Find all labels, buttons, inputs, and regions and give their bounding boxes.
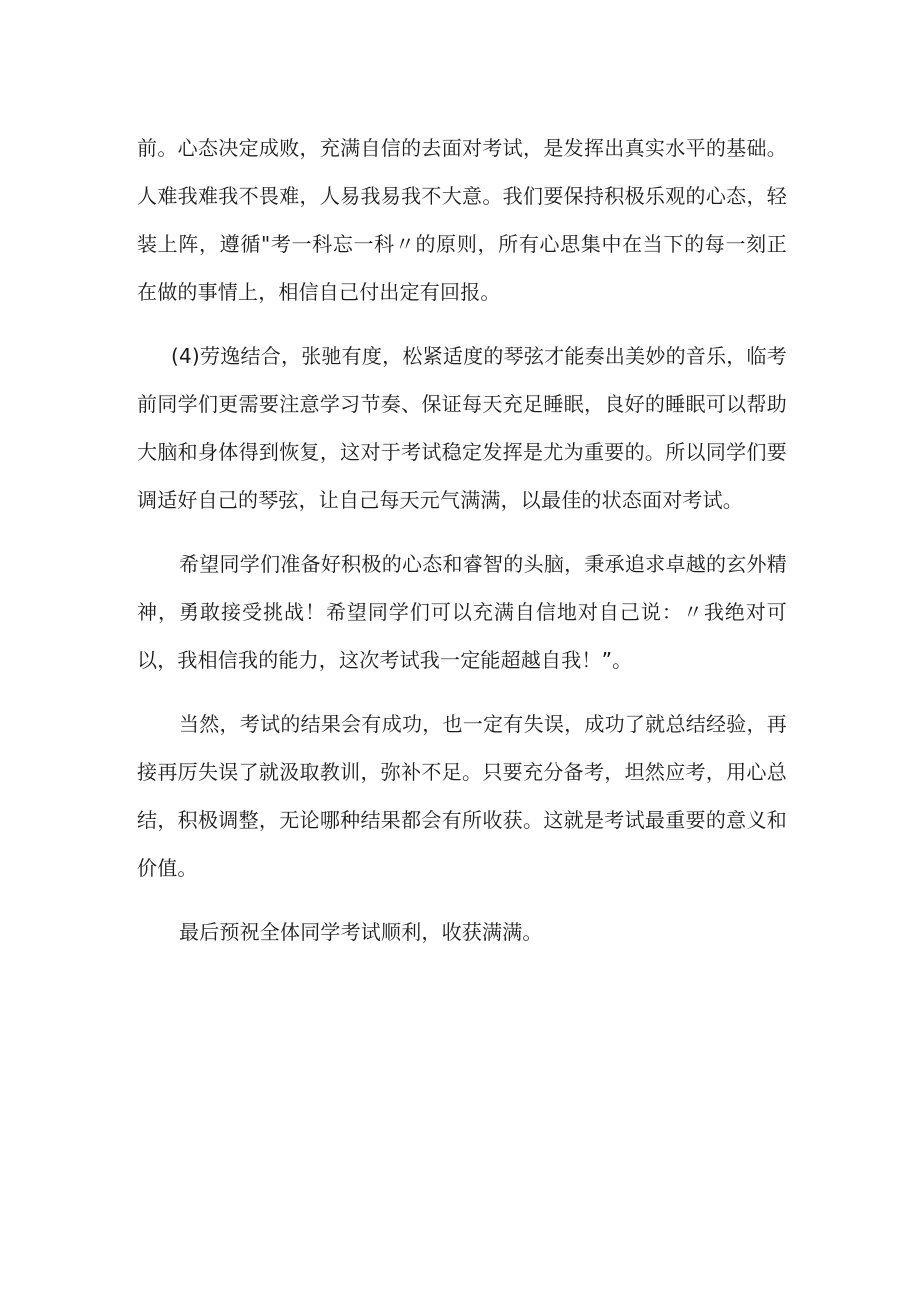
paragraph-item-4: (4)劳逸结合，张驰有度，松紧适度的琴弦才能奏出美妙的音乐，临考前同学们更需要注意学习节奏、保证每天充足睡眠，良好的睡眠可以帮助大脑和身体得到恢复，这对于考试稳定发挥是尤为重要的。所以同学们要调适好自己的琴弦，让自己每天元气满满，以最佳的状态面对考试。 [137, 344, 787, 512]
paragraph-results: 当然，考试的结果会有成功，也一定有失误，成功了就总结经验，再接再厉失误了就汲取教训，弥补不足。只要充分备考，坦然应考，用心总结，积极调整，无论哪种结果都会有所收获。这就是考试最重要的意义和价值。 [137, 712, 787, 880]
paragraph-encouragement: 希望同学们准备好积极的心态和睿智的头脑，秉承追求卓越的玄外精神，勇敢接受挑战！希望同学们可以充满自信地对自己说：〃我绝对可以，我相信我的能力，这次考试我一定能超越自我！”。 [137, 552, 787, 672]
paragraph-continuation: 前。心态决定成败，充满自信的去面对考试，是发挥出真实水平的基础。人难我难我不畏难，人易我易我不大意。我们要保持积极乐观的心态，轻装上阵，遵循"考一科忘一科〃的原则，所有心思集中在当下的每一刻正在做的事情上，相信自己付出定有回报。 [137, 136, 787, 304]
paragraph-closing: 最后预祝全体同学考试顺利，收获满满。 [179, 920, 543, 944]
document-body [137, 124, 787, 972]
